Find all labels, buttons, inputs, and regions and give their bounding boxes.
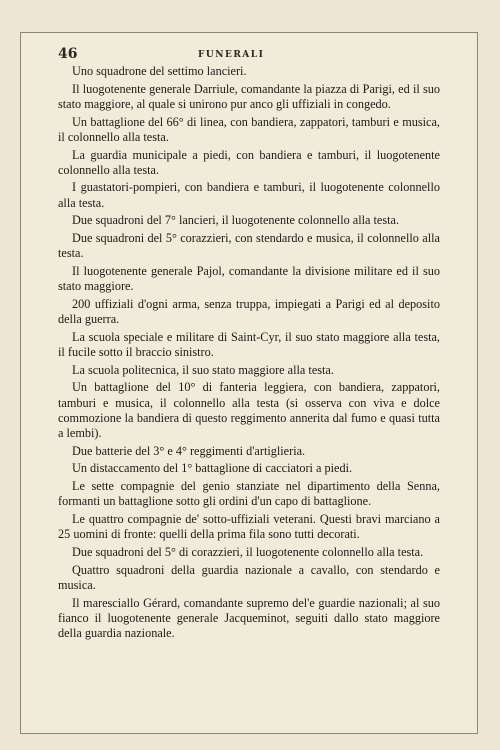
body-text: [58, 64, 440, 644]
paragraph: Un battaglione del 66° di linea, con bandiera, zappatori, tamburi e musica, il colonnello alla testa.: [58, 114, 440, 144]
paragraph: La scuola politecnica, il suo stato maggiore alla testa.: [72, 362, 334, 377]
paragraph: Due squadroni del 7° lancieri, il luogotenente colonnello alla testa.: [72, 213, 400, 228]
paragraph: Il luogotenente generale Pajol, comandante la divisione militare ed il suo stato maggiore.: [58, 263, 440, 294]
paragraph: La scuola speciale e militare di Saint-Cyr, il suo stato maggiore alla testa, il fucile sotto il braccio sinistro.: [58, 329, 440, 359]
paragraph: Le quattro compagnie de' sotto-uffiziali veterani. Questi bravi marciano a 25 uomini di fronte: quelli della prima fila sono tutti decorati.: [58, 511, 440, 542]
paragraph: Due squadroni del 5° corazzieri, con stendardo e musica, il colonnello alla testa.: [58, 231, 440, 261]
paragraph: Il luogotenente generale Darriule, comandante la piazza di Parigi, ed il suo stato maggiore, al quale si unirono pur anco gli uffiziali in congedo.: [58, 81, 440, 111]
paragraph: Le sette compagnie del genio stanziate nel dipartimento della Senna, formanti un battaglione sotto gli ordini d'un capo di battaglione.: [58, 479, 440, 509]
running-head: FUNERALI: [198, 50, 265, 60]
paragraph: Quattro squadroni della guardia nazionale a cavallo, con stendardo e musica.: [58, 562, 440, 592]
paragraph: 200 uffiziali d'ogni arma, senza truppa, impiegati a Parigi ed al deposito della guerra.: [58, 296, 440, 327]
paragraph: La guardia municipale a piedi, con bandiera e tamburi, il luogotenente colonnello alla testa.: [58, 147, 440, 177]
page-number: 46: [58, 46, 78, 62]
paragraph: Uno squadrone del settimo lancieri.: [72, 64, 247, 78]
paragraph: I guastatori-pompieri, con bandiera e tamburi, il luogotenente colonnello alla testa.: [58, 180, 440, 210]
paragraph: Il maresciallo Gérard, comandante supremo del'e guardie nazionali; al suo fianco il luogotenente generale Jacqueminot, seguiti dallo stato maggiore della guardia nazionale.: [58, 595, 440, 640]
paragraph: Un battaglione del 10° di fanteria leggiera, con bandiera, zappatori, tamburi e musica, il colonnello alla testa (si osserva con viva e dolce commozione la bandiera di questo reggimento annerita dal fumo e quasi tutta a lembi).: [58, 380, 440, 440]
page-header: [58, 46, 438, 62]
paragraph: Un distaccamento del 1° battaglione di cacciatori a piedi.: [72, 461, 353, 476]
paragraph: Due squadroni del 5° di corazzieri, il luogotenente colonnello alla testa.: [72, 544, 424, 559]
paragraph: Due batterie del 3° e 4° reggimenti d'artiglieria.: [72, 443, 306, 458]
